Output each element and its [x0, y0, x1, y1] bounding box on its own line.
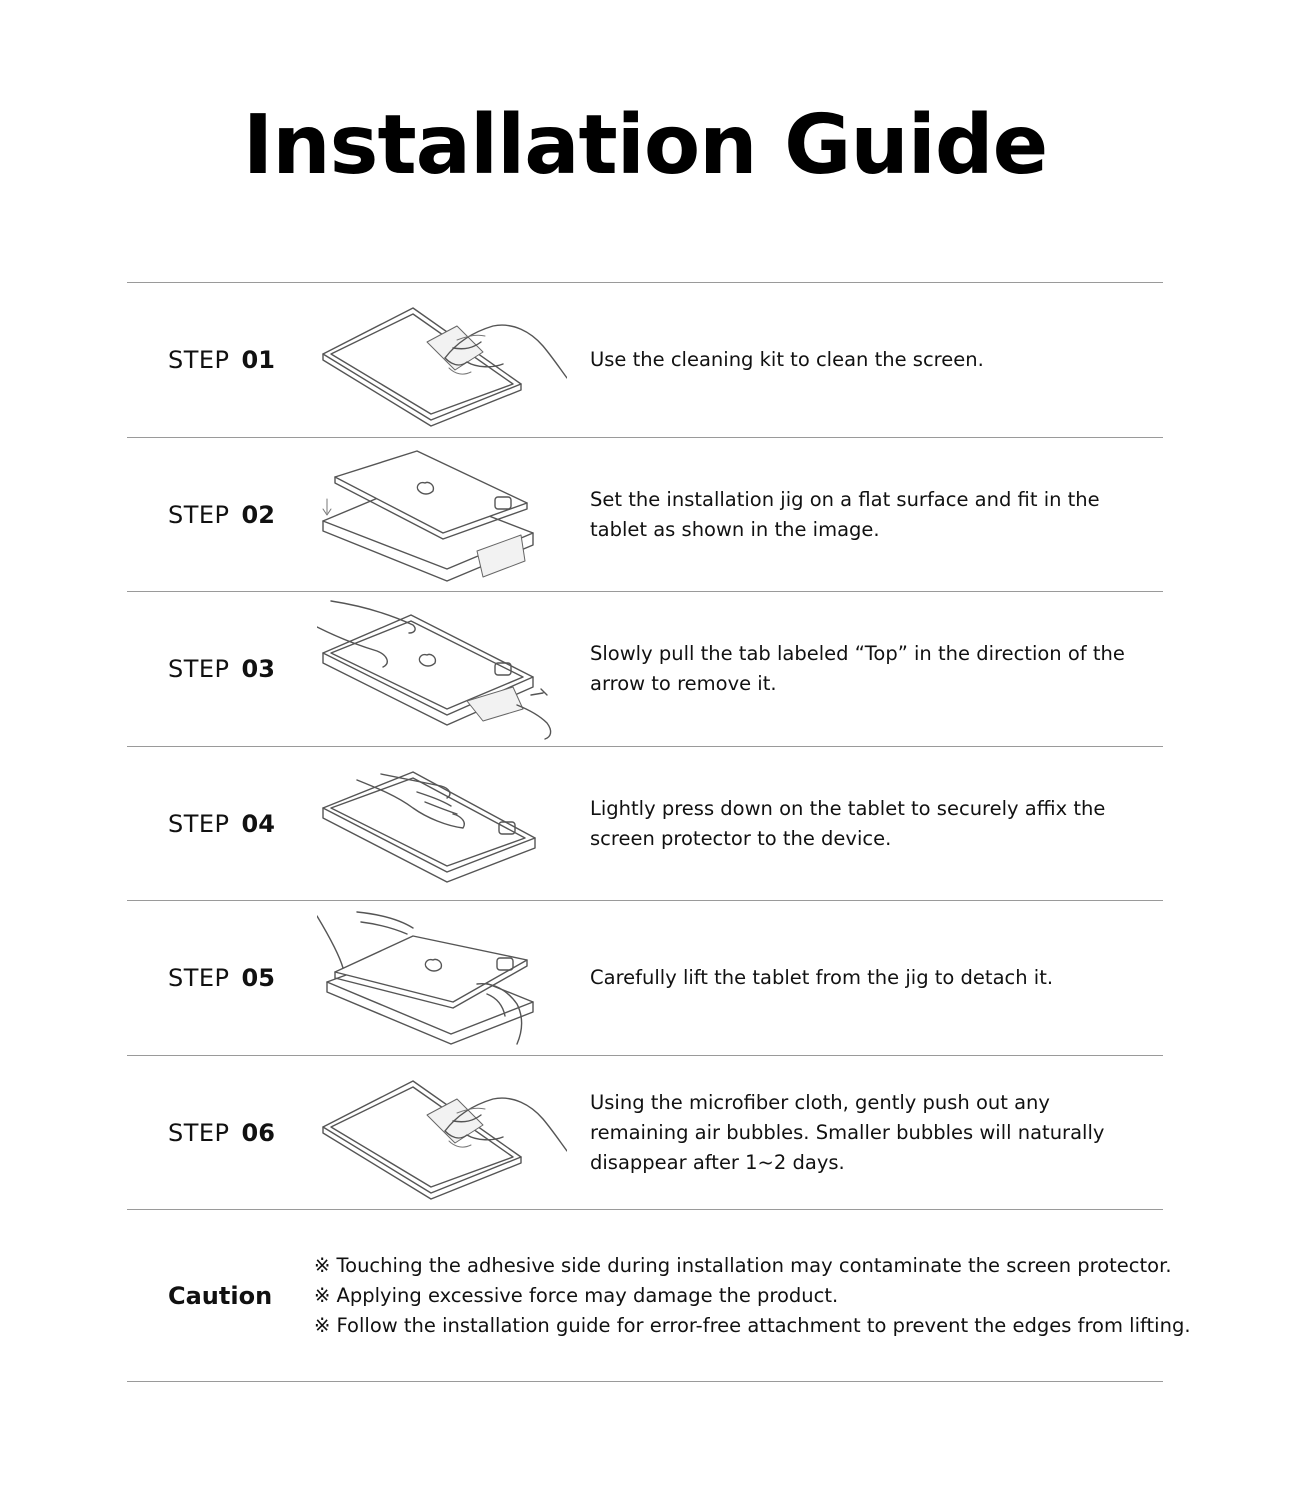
step-label [168, 1056, 275, 1210]
step-text: Using the microfiber cloth, gently push out any remaining air bubbles. Smaller bubbles will naturally disappear after 1~2 days. [590, 1091, 1105, 1174]
step-text: Carefully lift the tablet from the jig to detach it. [590, 966, 1054, 989]
step-number: 01 [241, 346, 275, 374]
press-down-tablet-icon [317, 752, 567, 896]
caution-list [314, 1210, 1191, 1381]
caution-item: ※ Follow the installation guide for error-free attachment to prevent the edges from lifting. [314, 1313, 1191, 1337]
push-out-bubbles-icon [317, 1061, 567, 1205]
step-label [168, 438, 275, 592]
step-number: 05 [241, 964, 275, 992]
caution-section [127, 1210, 1191, 1381]
step-row-01 [127, 283, 1163, 437]
divider [127, 1381, 1163, 1382]
step-row-04 [127, 747, 1163, 901]
step-word: STEP [168, 501, 230, 529]
step-number: 03 [241, 655, 275, 683]
step-label [168, 901, 275, 1055]
step-label [168, 592, 275, 746]
step-text: Lightly press down on the tablet to securely affix the screen protector to the device. [590, 797, 1106, 850]
caution-item: ※ Touching the adhesive side during installation may contaminate the screen protector. [314, 1253, 1172, 1277]
lift-tablet-from-jig-icon [317, 906, 567, 1050]
pull-top-tab-icon [317, 597, 567, 741]
step-word: STEP [168, 346, 230, 374]
page-title: Installation Guide [242, 98, 1048, 193]
step-number: 06 [241, 1119, 275, 1147]
step-row-03 [127, 592, 1163, 746]
step-label [168, 747, 275, 901]
caution-item: ※ Applying excessive force may damage the product. [314, 1283, 839, 1307]
step-number: 02 [241, 501, 275, 529]
step-number: 04 [241, 810, 275, 838]
step-row-06 [127, 1056, 1163, 1210]
tablet-into-jig-icon [317, 443, 567, 587]
step-word: STEP [168, 1119, 230, 1147]
step-text: Set the installation jig on a flat surface and fit in the tablet as shown in the image. [590, 488, 1100, 541]
step-word: STEP [168, 810, 230, 838]
step-row-05 [127, 901, 1163, 1055]
step-text: Slowly pull the tab labeled “Top” in the direction of the arrow to remove it. [590, 642, 1125, 695]
step-word: STEP [168, 655, 230, 683]
step-word: STEP [168, 964, 230, 992]
step-row-02 [127, 438, 1163, 592]
caution-label: Caution [168, 1281, 273, 1310]
hand-cleaning-screen-icon [317, 288, 567, 432]
step-label [168, 283, 275, 437]
step-text: Use the cleaning kit to clean the screen. [590, 348, 984, 371]
